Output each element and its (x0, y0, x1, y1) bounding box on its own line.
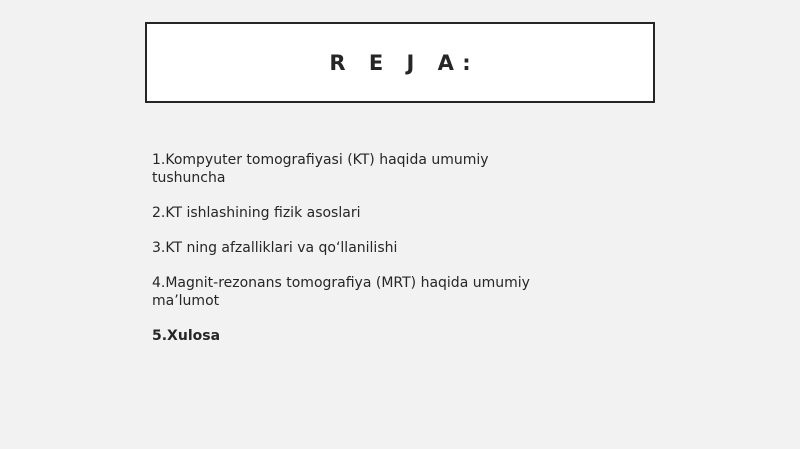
title-box (145, 22, 655, 103)
agenda-item-5: 5.Xulosa (152, 328, 221, 344)
slide-title: R E J A: (329, 50, 479, 75)
agenda-item-3: 3.KT ning afzalliklari va qo‘llanilishi (152, 240, 398, 256)
agenda-list (152, 151, 552, 362)
agenda-item-1: 1.Kompyuter tomografiyasi (KT) haqida umumiy tushuncha (152, 152, 489, 186)
agenda-item-4: 4.Magnit-rezonans tomografiya (MRT) haqida umumiy ma’lumot (152, 275, 530, 309)
agenda-item-2: 2.KT ishlashining fizik asoslari (152, 205, 361, 221)
